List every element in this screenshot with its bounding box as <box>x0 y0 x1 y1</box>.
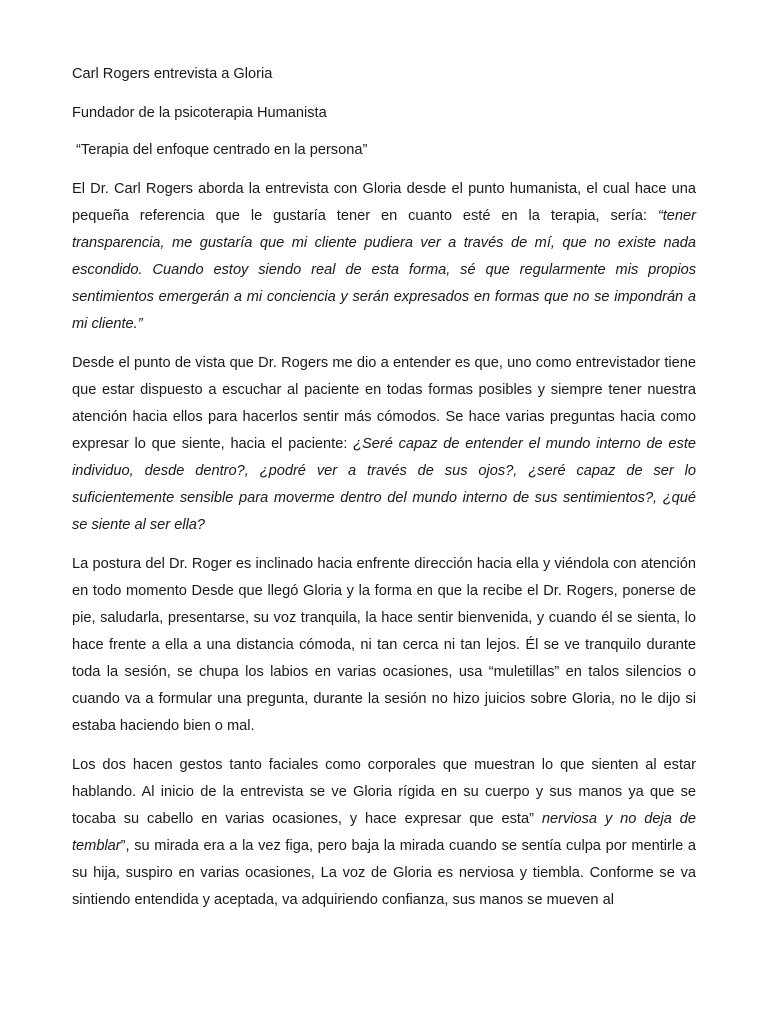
paragraph-4-text-before: Los dos hacen gestos tanto faciales como corporales que muestran lo que sienten al estar hablando. Al inicio de la entrevista se ve Gloria rígida en su cuerpo y sus manos ya que se tocaba su cabello en varias ocasiones, y hace expresar que esta” <box>72 757 696 827</box>
paragraph-3-text: La postura del Dr. Roger es inclinado hacia enfrente dirección hacia ella y viéndola con atención en todo momento Desde que llegó Gloria y la forma en que la recibe el Dr. Rogers, ponerse de pie, saludarla, presentarse, su voz tranquila, la hace sentir bienvenida, y cuando él se sienta, lo hace frente a ella a una distancia cómoda, ni tan cerca ni tan lejos. Él se ve tranquilo durante toda la sesión, se chupa los labios en varias ocasiones, usa “muletillas” en talos silencios o cuando va a formular una pregunta, durante la sesión no hizo juicios sobre Gloria, no le dijo si estaba haciendo bien o mal. <box>72 556 696 734</box>
paragraph-1-text: El Dr. Carl Rogers aborda la entrevista con Gloria desde el punto humanista, el cual hace una pequeña referencia que le gustaría tener en cuanto esté en la terapia, sería: <box>72 181 696 224</box>
paragraph-2-questions: ¿Seré capaz de entender el mundo interno de este individuo, desde dentro?, ¿podré ver a través de sus ojos?, ¿seré capaz de ser lo suficientemente sensible para moverme dentro del mundo interno de sus sentimientos?, ¿qué se siente al ser ella? <box>72 436 697 533</box>
document-quote-title: “Terapia del enfoque centrado en la persona” <box>72 142 368 158</box>
document-subtitle: Fundador de la psicoterapia Humanista <box>72 105 327 121</box>
paragraph-4 <box>72 752 696 914</box>
document-page <box>72 64 696 926</box>
paragraph-4-text-after: ”, su mirada era a la vez figa, pero baja la mirada cuando se sentía culpa por mentirle a su hija, suspiro en varias ocasiones, La voz de Gloria es nerviosa y tiembla. Conforme se va sintiendo entendida y aceptada, va adquiriendo confianza, sus manos se mueven al <box>72 838 696 908</box>
paragraph-4-italic: nerviosa y no deja de temblar <box>72 811 697 854</box>
paragraph-1 <box>72 176 696 338</box>
paragraph-2-text: Desde el punto de vista que Dr. Rogers me dio a entender es que, uno como entrevistador tiene que estar dispuesto a escuchar al paciente en todas formas posibles y siempre tener nuestra atención hacia ellos para hacerlos sentir más cómodos. Se hace varias preguntas hacia como expresar lo que siente, hacia el paciente: <box>72 355 696 452</box>
paragraph-3 <box>72 551 696 740</box>
document-title: Carl Rogers entrevista a Gloria <box>72 66 273 82</box>
paragraph-2 <box>72 350 696 539</box>
paragraph-1-quote: “tener transparencia, me gustaría que mi cliente pudiera ver a través de mí, que no existe nada escondido. Cuando estoy siendo real de esta forma, sé que regularmente mis propios sentimientos emergerán a mi conciencia y serán expresados en formas que no se impondrán a mi cliente.” <box>72 208 696 332</box>
